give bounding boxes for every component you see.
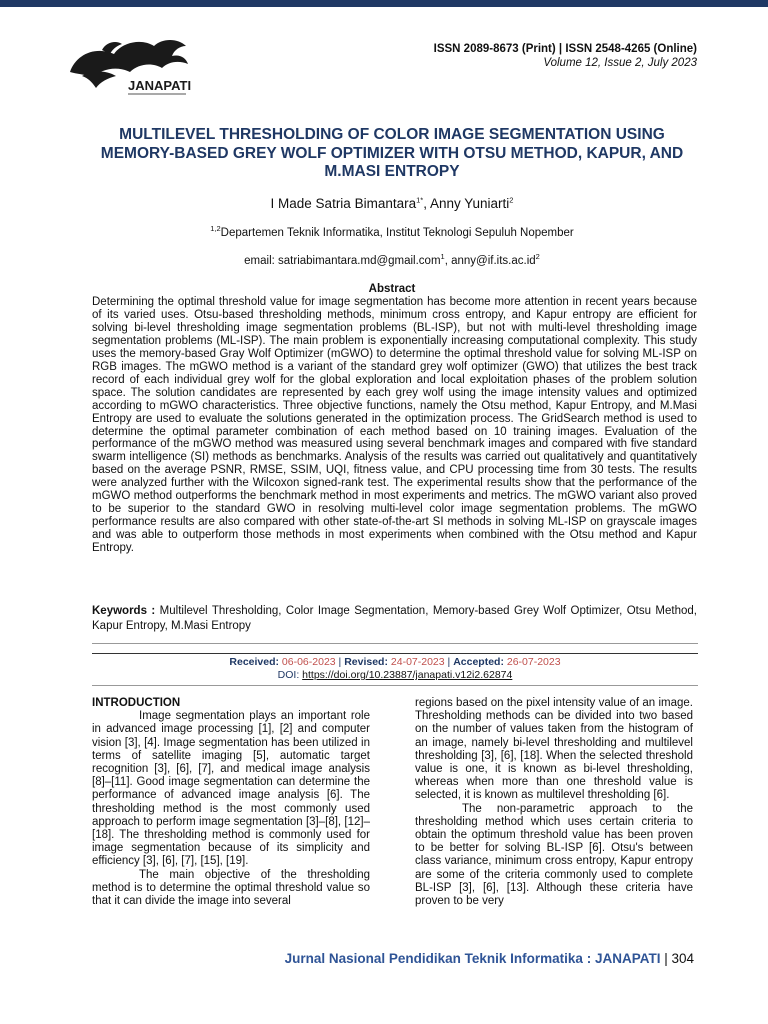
email-2-sup: 2 (535, 252, 540, 262)
keywords (92, 604, 697, 634)
keywords-text: Multilevel Thresholding, Color Image Segmentation, Memory-based Grey Wolf Optimizer, Otsu Method, Kapur Entropy, M.Masi Entropy (92, 605, 697, 632)
logo-wordmark: JANAPATI (128, 78, 192, 93)
divider-mid (92, 653, 698, 654)
dates-sep-2: | (444, 656, 454, 668)
email-label: email: (244, 255, 279, 267)
received-label: Received: (229, 656, 279, 668)
issn-line: ISSN 2089-8673 (Print) | ISSN 2548-4265 (Online) (433, 43, 697, 55)
divider-bottom (92, 685, 698, 686)
paragraph: Image segmentation plays an important role in advanced image processing [1], [2] and computer vision [3], [4]. Image segmentation has been utilized in terms of satellite imaging [5], automatic target recognition [3], [6], [7], and medical image analysis [8]–[11]. Good image segmentation can determine the performance of advanced image analysis [6]. The thresholding method is the most commonly used approach to perform image segmentation [3]–[8], [12]–[18]. The thresholding method is commonly used for image segmentation because of its simplicity and efficiency [3], [6], [7], [15], [19]. (92, 710, 370, 868)
dates-block (92, 656, 698, 682)
body-column-left (92, 697, 370, 908)
journal-name: Jurnal Nasional Pendidikan Teknik Informatika : JANAPATI (284, 951, 661, 966)
issn-block (434, 42, 697, 70)
email-separator: , (444, 255, 452, 267)
abstract-heading: Abstract (368, 283, 416, 295)
author-2-sup: 2 (509, 195, 514, 205)
section-heading-introduction: INTRODUCTION (92, 697, 181, 709)
doi-line (92, 669, 698, 682)
paper-title: MULTILEVEL THRESHOLDING OF COLOR IMAGE SEGMENTATION USING MEMORY-BASED GREY WOLF OPTIMIZER WITH OTSU METHOD, KAPUR, AND M.MASI ENTROPY (100, 126, 684, 180)
email-2[interactable]: anny@if.its.ac.id (451, 255, 536, 267)
page-number: 304 (671, 951, 694, 966)
received-date: 06-06-2023 (279, 656, 336, 668)
author-1: I Made Satria Bimantara (270, 196, 417, 211)
accepted-date: 26-07-2023 (503, 656, 561, 668)
author-2: Anny Yuniarti (429, 196, 510, 211)
dates-line (92, 656, 698, 669)
affiliation: Departemen Teknik Informatika, Institut Teknologi Sepuluh Nopember (220, 227, 574, 239)
abstract-text: Determining the optimal threshold value for image segmentation has become more attention in recent years because of its varied uses. Otsu-based thresholding methods, minimum cross entropy, and Kapur entropy are efficient for solving bi-level thresholding image segmentation problems (BL-ISP), but not with multi-level thresholding image segmentation problems (ML-ISP). The main problem is exponentially increasing computational complexity. This study uses the memory-based Gray Wolf Optimizer (mGWO) to determine the optimal threshold value for solving ML-ISP on RGB images. The mGWO method is a variant of the standard grey wolf optimizer (GWO) that utilizes the best track record of each individual grey wolf for the global exploration and local exploitation phases of the problem solution space. The solution candidates are represented by each grey wolf using the image intensity values and optimized according to mGWO characteristics. Three objective functions, namely the Otsu method, Kapur Entropy, and M.Masi Entropy are used to evaluate the solutions generated in the optimization process. The GridSearch method is used to determine the optimal parameter combination of each method based on 10 training images. Evaluation of the performance of the mGWO method was measured using several benchmark images and compared with five standard swarm intelligence (SI) methods as benchmarks. Analysis of the results was carried out qualitatively and quantitatively based on the average PSNR, RMSE, SSIM, UQI, fitness value, and CPU processing time from 30 tests. The results were analyzed further with the Wilcoxon signed-rank test. The experimental results show that the performance of the mGWO method outperforms the benchmark method in most experiments and metrics. The mGWO variant also proved to be superior to the standard GWO in resolving multi-level color image segmentation problems. The mGWO performance results are also compared with other state-of-the-art SI methods in solving ML-ISP on grayscale images and was able to outperform those methods in most experiments when combined with the Otsu method and Kapur Entropy. (92, 296, 697, 555)
accepted-label: Accepted: (453, 656, 504, 668)
email-line (92, 252, 692, 267)
paragraph: The main objective of the thresholding method is to determine the optimal threshold value so that it can divide the image into several (92, 868, 370, 908)
author-1-sup: 1* (416, 195, 424, 205)
revised-label: Revised: (344, 656, 388, 668)
top-color-bar (0, 0, 768, 7)
email-1-sup: 1 (440, 252, 445, 262)
affiliation-line (92, 224, 692, 239)
divider-top (92, 643, 698, 644)
keywords-label: Keywords : (92, 605, 156, 617)
doi-link[interactable]: https://doi.org/10.23887/janapati.v12i2.62874 (302, 669, 513, 681)
affiliation-sup: 1,2 (210, 224, 221, 234)
dates-sep-1: | (335, 656, 345, 668)
author-separator: , (423, 196, 430, 211)
volume-line: Volume 12, Issue 2, July 2023 (543, 57, 697, 69)
janapati-logo (62, 32, 194, 104)
revised-date: 24-07-2023 (387, 656, 445, 668)
page-footer (285, 951, 694, 966)
author-line (92, 196, 692, 211)
paragraph: regions based on the pixel intensity value of an image. Thresholding methods can be divided into two based on the number of values taken from the histogram of an image, namely bi-level thresholding and multilevel thresholding [3], [6], [18]. When the selected threshold value is one, it is known as bi-level thresholding, whereas when more than one threshold value is selected, it is known as multilevel thresholding [6]. (415, 697, 693, 802)
paragraph: The non-parametric approach to the thresholding method which uses certain criteria to obtain the optimum threshold value has been proven to be better for solving BL-ISP [6]. Otsu's between class variance, minimum cross entropy, Kapur entropy are some of the criteria commonly used to complete BL-ISP [3], [6], [13]. Although these criteria have proven to be very (415, 802, 693, 908)
footer-separator: | (660, 951, 672, 966)
body-column-right (415, 697, 693, 908)
doi-label: DOI: (277, 669, 303, 681)
email-1[interactable]: satriabimantara.md@gmail.com (278, 255, 441, 267)
